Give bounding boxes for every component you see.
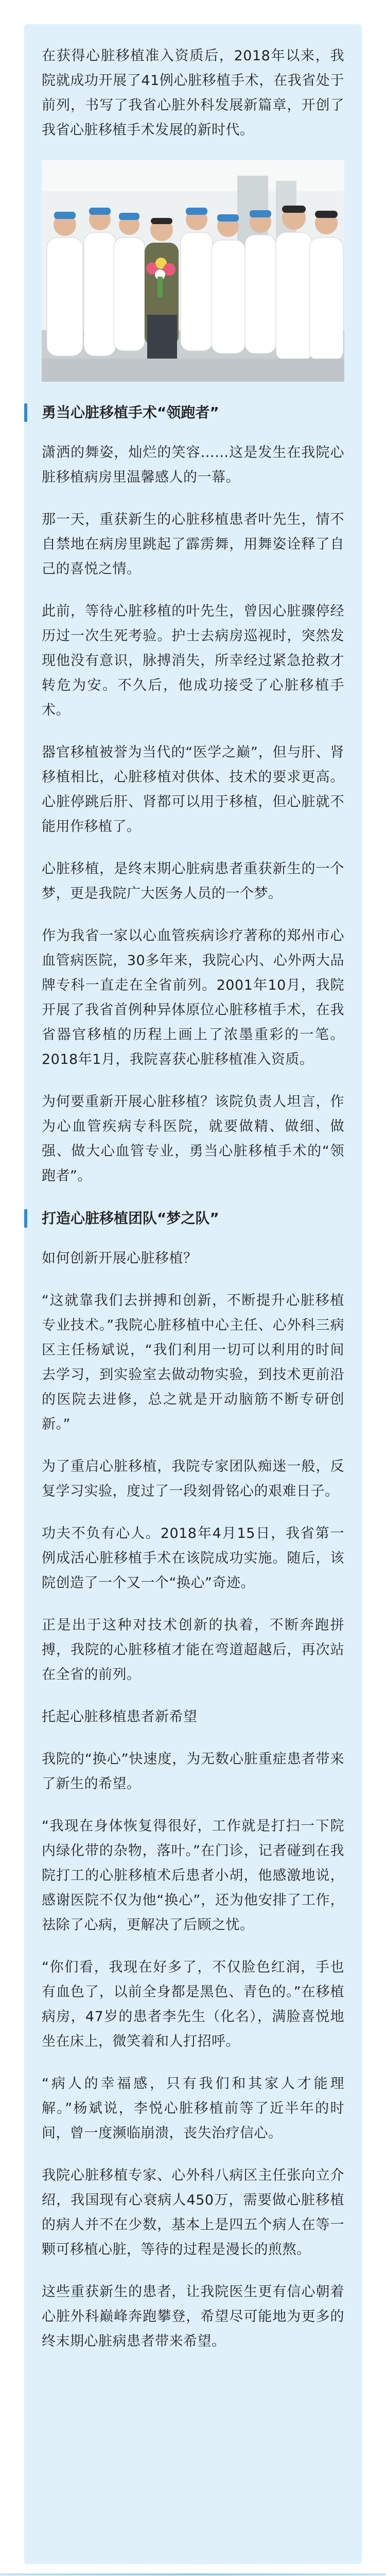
paragraph: 我院心脏移植专家、心外科八病区主任张向立介绍，我国现有心衰病人450万，需要做心脏移植的病人并不在少数，基本上是四五个病人在等一颗可移植心脏，等待的过程是漫长的煎熬。 (42, 2167, 344, 2258)
paragraph: 为何要重新开展心脏移植？该院负责人坦言，作为心血管疾病专科医院，就要做精、做细、做强、做大心血管专业，勇当心脏移植手术的“领跑者”。 (42, 1094, 344, 1184)
section-heading-1 (42, 400, 344, 425)
paragraph: 我院的“换心”快速度，为无数心脏重症患者带来了新生的希望。 (42, 1751, 344, 1792)
section-heading-2 (42, 1206, 344, 1231)
paragraph: “这就靠我们去拼搏和创新，不断提升心脏移植专业技术。”我院心脏移植中心主任、心外科三病区主任杨斌说，“我们利用一切可以利用的时间去学习，到实验室去做动物实验，到技术更前沿的医院去进修，总之就是开动脑筋不断专研创新。” (42, 1293, 344, 1432)
paragraph: 功夫不负有心人。2018年4月15日，我省第一例成活心脏移植手术在该院成功实施。随后，该院创造了一个又一个“换心”奇迹。 (42, 1526, 344, 1591)
paragraph: 潇洒的舞姿，灿烂的笑容……这是发生在我院心脏移植病房里温馨感人的一幕。 (42, 445, 344, 485)
paragraph: 心脏移植，是终末期心脏病患者重获新生的一个梦，更是我院广大医务人员的一个梦。 (42, 861, 344, 902)
paragraph: 此前，等待心脏移植的叶先生，曾因心脏骤停经历过一次生死考验。护士去病房巡视时，突然发现他没有意识，脉搏消失，所幸经过紧急抢救才转危为安。不久后，他成功接受了心脏移植手术。 (42, 603, 344, 718)
heading-text: 打造心脏移植团队“梦之队” (42, 1210, 219, 1227)
article-card (24, 24, 362, 2564)
divider (0, 2573, 386, 2575)
heading-accent-bar (24, 403, 27, 422)
paragraph: 这些重获新生的患者，让我院医生更有信心朝着心脏外科巅峰奔跑攀登，希望尽可能地为更多的终末期心脏病患者带来希望。 (42, 2284, 344, 2349)
paragraph: 如何创新开展心脏移植？ (42, 1250, 198, 1266)
heading-text: 勇当心脏移植手术“领跑者” (42, 404, 219, 421)
section-subheading: 托起心脏移植患者新希望 (42, 1709, 198, 1725)
paragraph: 作为我省一家以心血管疾病诊疗著称的郑州市心血管病医院，30多年来，我院心内、心外两大品牌专科一直走在全省前列。2001年10月，我院开展了我省首例种异体原位心脏移植手术，在我省器官移植的历程上画上了浓墨重彩的一笔。2018年1月，我院喜获心脏移植准入资质。 (42, 928, 344, 1067)
paragraph: “我现在身体恢复得很好，工作就是打扫一下院内绿化带的杂物，落叶。”在门诊，记者碰到在我院打工的心脏移植术后患者小胡，他感激地说，感谢医院不仅为他“换心”，还为他安排了工作，祛除了心病，更解决了后顾之忧。 (42, 1818, 344, 1933)
group-photo-image (42, 160, 344, 382)
paragraph: 正是出于这种对技术创新的执着，不断奔跑拼搏，我院的心脏移植才能在弯道超越后，再次站在全省的前列。 (42, 1617, 344, 1683)
paragraph: 器官移植被誉为当代的“医学之巅”，但与肝、肾移植相比，心脏移植对供体、技术的要求更高。心脏停跳后肝、肾都可以用于移植，但心脏就不能用作移植了。 (42, 744, 344, 835)
heading-accent-bar (24, 1209, 27, 1228)
paragraph: “病人的幸福感，只有我们和其家人才能理解。”杨斌说，李悦心脏移植前等了近半年的时间，曾一度濒临崩溃，丧失治疗信心。 (42, 2076, 344, 2141)
paragraph: 那一天，重获新生的心脏移植患者叶先生，情不自禁地在病房里跳起了霹雳舞，用舞姿诠释了自己的喜悦之情。 (42, 512, 344, 577)
paragraph: 在获得心脏移植准入资质后，2018年以来，我院就成功开展了41例心脏移植手术，在我省处于前列，书写了我省心脏外科发展新篇章，开创了我省心脏移植手术发展的新时代。 (42, 48, 344, 138)
paragraph: 为了重启心脏移植，我院专家团队痴迷一般，反复学习实验，度过了一段刻骨铭心的艰难日子。 (42, 1459, 344, 1499)
paragraph: “你们看，我现在好多了，不仅脸色红润，手也有血色了，以前全身都是黑色、青色的。”在移植病房，47岁的患者李先生（化名），满脸喜悦地坐在床上，微笑着和人打招呼。 (42, 1959, 344, 2049)
medical-team-photo (42, 160, 344, 382)
